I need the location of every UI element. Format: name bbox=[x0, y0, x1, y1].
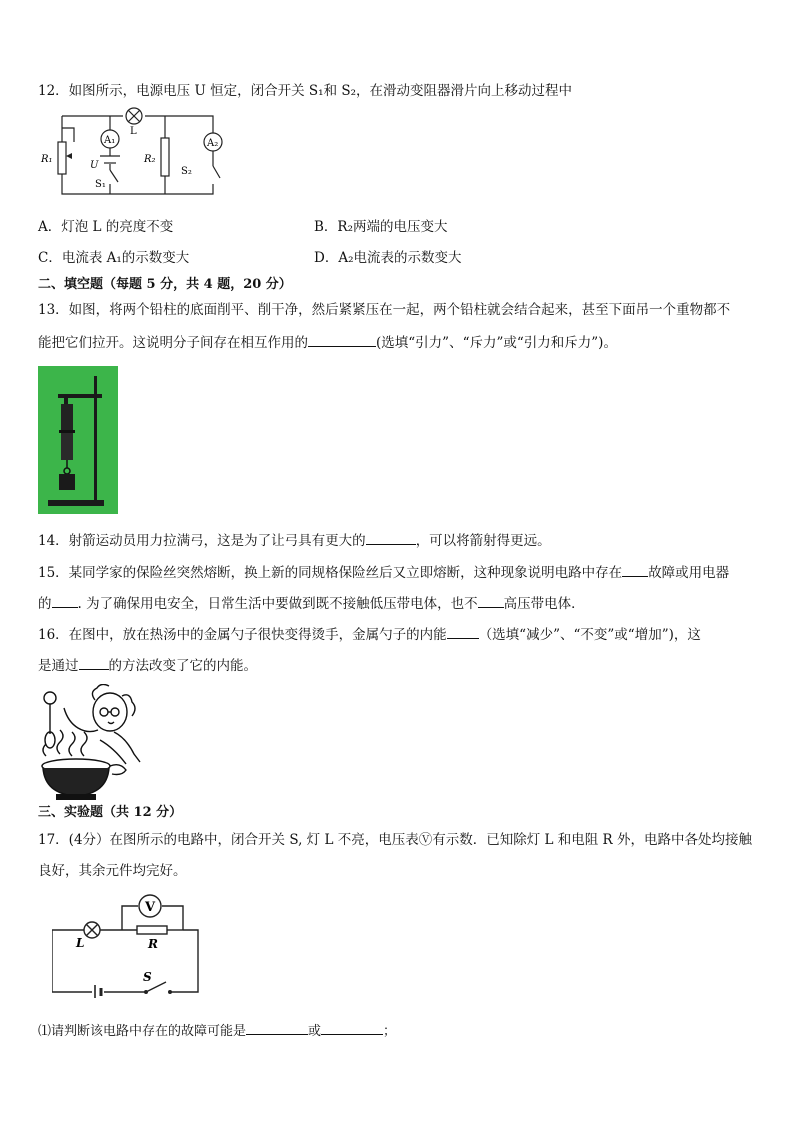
q17-sub1-mid: 或 bbox=[308, 1024, 322, 1039]
section2-heading: 二、填空题（每题 5 分，共 4 题，20 分） bbox=[38, 277, 292, 292]
label-r1: R₁ bbox=[41, 154, 53, 165]
q15-text-line2-mid: . 为了确保用电安全，日常生活中要做到既不接触低压带电体，也不 bbox=[77, 596, 478, 612]
q13-line1: 13．如图，将两个铅柱的底面削平、削干净，然后紧紧压在一起，两个铅柱就会结合起来，甚至下面吊一个重物都不 bbox=[38, 302, 731, 318]
q16-line2 bbox=[38, 655, 257, 675]
q17-sub1-post: ； bbox=[383, 1024, 397, 1039]
q14-text-post: ，可以将箭射得更远。 bbox=[415, 533, 551, 549]
hot-soup-spoon-illustration bbox=[38, 684, 142, 804]
q16-text-line2-pre: 是通过 bbox=[38, 658, 79, 674]
q13-answer-blank[interactable] bbox=[308, 332, 376, 347]
resistor-r bbox=[137, 926, 167, 934]
q16-text-line2-post: 的方法改变了它的内能。 bbox=[108, 658, 257, 674]
lead-cylinders-figure bbox=[38, 366, 118, 514]
q14-line bbox=[38, 530, 551, 550]
q12-stem: 12．如图所示，电源电压 U 恒定，闭合开关 S₁和 S₂，在滑动变阻器滑片向上移动过程中 bbox=[38, 83, 573, 99]
q16-text-post: （选填“减少”、“不变”或“增加”)，这 bbox=[478, 627, 701, 643]
q15-answer-blank-2[interactable] bbox=[52, 593, 78, 608]
q16-answer-blank-2[interactable] bbox=[79, 655, 109, 670]
label-s2: S₂ bbox=[181, 166, 192, 177]
q17-answer-blank-2[interactable] bbox=[321, 1020, 383, 1035]
section3-heading: 三、实验题（共 12 分） bbox=[38, 805, 183, 820]
label-lamp: L bbox=[130, 126, 137, 137]
label-u: U bbox=[90, 160, 99, 171]
q17-line1: 17．(4分）在图所示的电路中，闭合开关 S, 灯 L 不亮，电压表Ⓥ有示数．已知除灯 L 和电阻 R 外，电路中各处均接触 bbox=[38, 832, 753, 848]
r1-resistor bbox=[58, 142, 66, 174]
q14-answer-blank[interactable] bbox=[366, 530, 416, 545]
q13-text-post: (选填“引力”、“斥力”或“引力和斥力”)。 bbox=[376, 335, 617, 351]
q12-option-c: C．电流表 A₁的示数变大 bbox=[38, 250, 190, 266]
label-s: S bbox=[143, 970, 152, 984]
label-s1: S₁ bbox=[95, 179, 106, 190]
q17-answer-blank-1[interactable] bbox=[246, 1020, 308, 1035]
label-v: V bbox=[145, 900, 156, 915]
q15-line2 bbox=[38, 593, 585, 613]
q17-sub1 bbox=[38, 1020, 396, 1041]
q15-text-line2-pre: 的 bbox=[38, 596, 52, 612]
q15-text-pre: 15．某同学家的保险丝突然熔断，换上新的同规格保险丝后又立即熔断，这种现象说明电路中存在 bbox=[38, 565, 623, 581]
label-r2: R₂ bbox=[144, 154, 156, 165]
q12-option-a: A．灯泡 L 的亮度不变 bbox=[38, 219, 174, 235]
q15-answer-blank-1[interactable] bbox=[622, 562, 648, 577]
q15-answer-blank-3[interactable] bbox=[478, 593, 504, 608]
q14-text-pre: 14．射箭运动员用力拉满弓，这是为了让弓具有更大的 bbox=[38, 533, 366, 549]
q17-line2: 良好，其余元件均完好。 bbox=[38, 863, 187, 879]
q12-option-b: B．R₂两端的电压变大 bbox=[314, 219, 448, 235]
q13-text-pre: 能把它们拉开。这说明分子间存在相互作用的 bbox=[38, 335, 308, 351]
label-a2: A₂ bbox=[207, 138, 219, 149]
q16-answer-blank-1[interactable] bbox=[447, 624, 479, 639]
q17-circuit-diagram bbox=[52, 894, 202, 998]
label-a1: A₁ bbox=[104, 135, 116, 146]
q15-text-post: 故障或用电器 bbox=[648, 565, 730, 581]
q15-text-line2-post: 高压带电体． bbox=[503, 596, 585, 612]
r2-resistor bbox=[161, 138, 169, 176]
q16-line1 bbox=[38, 624, 701, 644]
label-r: R bbox=[148, 937, 158, 951]
q13-line2 bbox=[38, 332, 617, 352]
label-l: L bbox=[76, 936, 85, 950]
q17-sub1-pre: ⑴请判断该电路中存在的故障可能是 bbox=[38, 1024, 247, 1039]
q12-circuit-diagram bbox=[38, 104, 228, 204]
q15-line1 bbox=[38, 562, 729, 582]
q12-option-d: D．A₂电流表的示数变大 bbox=[314, 250, 462, 266]
q16-text-pre: 16．在图中，放在热汤中的金属勺子很快变得烫手，金属勺子的内能 bbox=[38, 627, 447, 643]
